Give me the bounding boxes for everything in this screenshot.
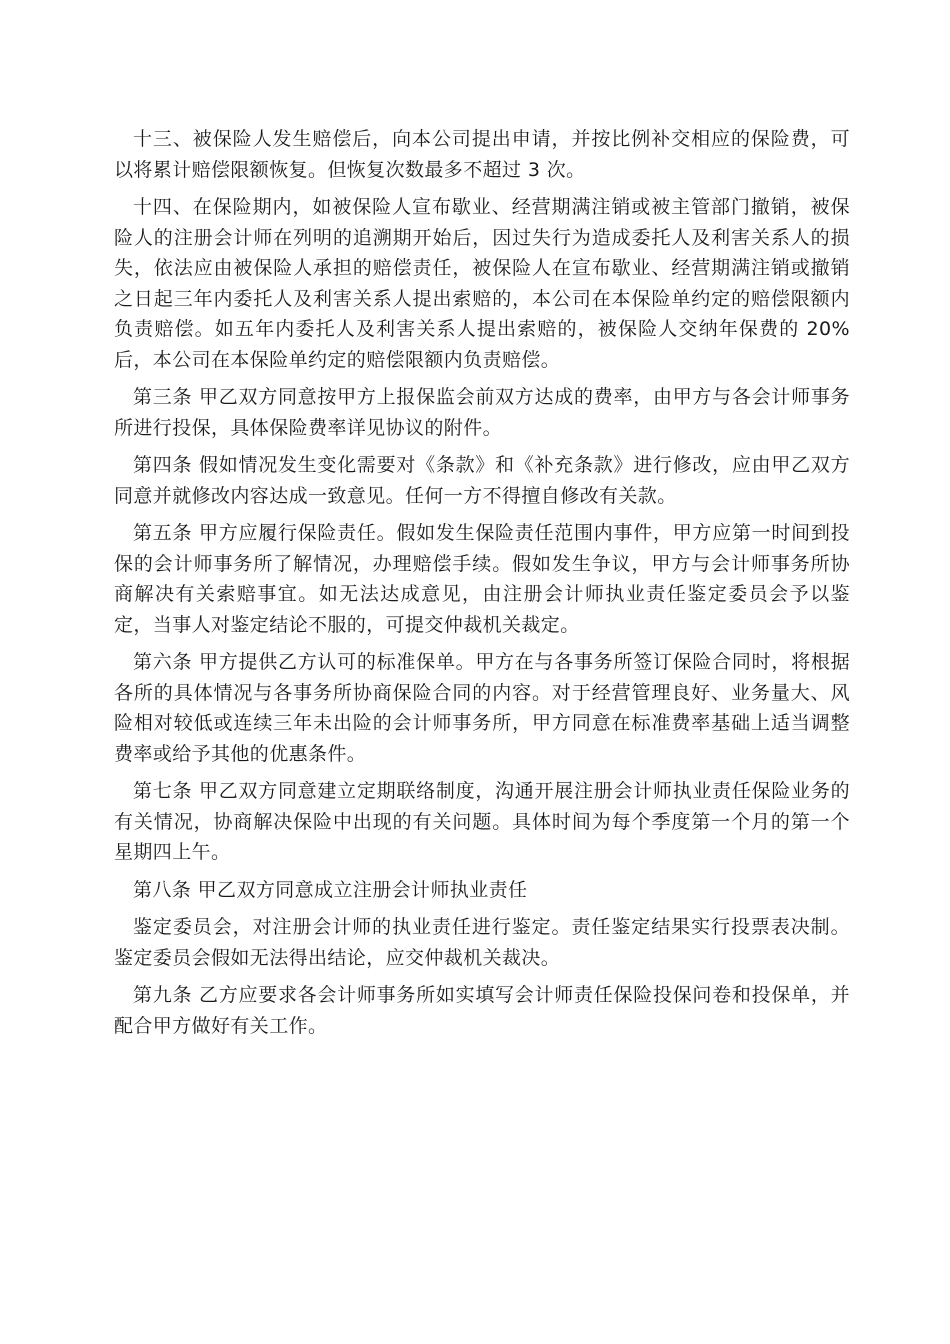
article-8-body: 鉴定委员会，对注册会计师的执业责任进行鉴定。责任鉴定结果实行投票表决制。鉴定委员会假如无法得出结论，应交仲裁机关裁决。 [114, 916, 850, 969]
document-body [114, 124, 850, 1048]
article-8-heading: 第八条 甲乙双方同意成立注册会计师执业责任 [133, 878, 528, 901]
article-7: 第七条 甲乙双方同意建立定期联络制度，沟通开展注册会计师执业责任保险业务的有关情况，协商解决保险中出现的有关问题。具体时间为每个季度第一个月的第一个星期四上午。 [114, 780, 850, 863]
article-4: 第四条 假如情况发生变化需要对《条款》和《补充条款》进行修改，应由甲乙双方同意并就修改内容达成一致意见。任何一方不得擅自修改有关款。 [114, 454, 850, 507]
clause-14: 十四、在保险期内，如被保险人宣布歇业、经营期满注销或被主管部门撤销，被保险人的注册会计师在列明的追溯期开始后，因过失行为造成委托人及利害关系人的损失，依法应由被保险人承担的赔偿责任，被保险人在宣布歇业、经营期满注销或撤销之日起三年内委托人及利害关系人提出索赔的，本公司在本保险单约定的赔偿限额内负责赔偿。如五年内委托人及利害关系人提出索赔的，被保险人交纳年保费的 20%后，本公司在本保险单约定的赔偿限额内负责赔偿。 [114, 196, 850, 371]
article-5: 第五条 甲方应履行保险责任。假如发生保险责任范围内事件，甲方应第一时间到投保的会计师事务所了解情况，办理赔偿手续。假如发生争议，甲方与会计师事务所协商解决有关索赔事宜。如无法达成意见，由注册会计师执业责任鉴定委员会予以鉴定，当事人对鉴定结论不服的，可提交仲裁机关裁定。 [114, 522, 850, 636]
article-6: 第六条 甲方提供乙方认可的标准保单。甲方在与各事务所签订保险合同时，将根据各所的具体情况与各事务所协商保险合同的内容。对于经营管理良好、业务量大、风险相对较低或连续三年未出险的会计师事务所，甲方同意在标准费率基础上适当调整费率或给予其他的优惠条件。 [114, 651, 850, 765]
clause-13: 十三、被保险人发生赔偿后，向本公司提出申请，并按比例补交相应的保险费，可以将累计赔偿限额恢复。但恢复次数最多不超过 3 次。 [114, 128, 850, 181]
article-9: 第九条 乙方应要求各会计师事务所如实填写会计师责任保险投保问卷和投保单，并配合甲方做好有关工作。 [114, 984, 850, 1037]
article-3: 第三条 甲乙双方同意按甲方上报保监会前双方达成的费率，由甲方与各会计师事务所进行投保，具体保险费率详见协议的附件。 [114, 386, 850, 439]
